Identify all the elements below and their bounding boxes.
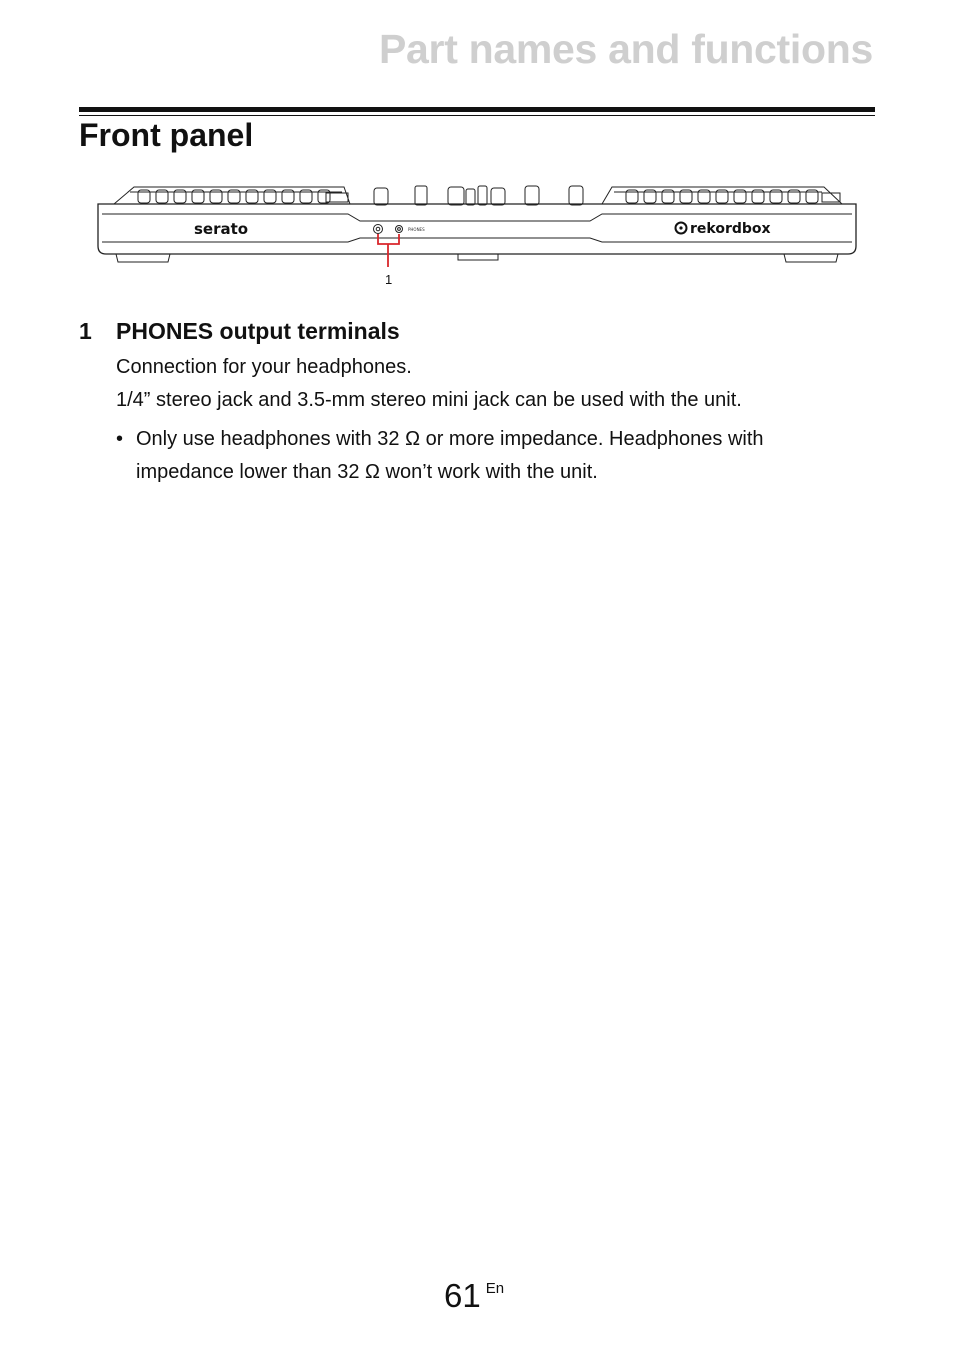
front-panel-drawing bbox=[94, 180, 860, 290]
item-number: 1 bbox=[79, 318, 92, 344]
header-rule-thick bbox=[79, 107, 875, 112]
page-number: 61 bbox=[444, 1277, 481, 1314]
item-description-line: 1/4” stereo jack and 3.5-mm stereo mini jack can be used with the unit. bbox=[116, 389, 742, 411]
serato-logo: serato bbox=[194, 220, 249, 238]
bullet-item bbox=[116, 423, 856, 489]
page-footer bbox=[444, 1277, 504, 1315]
mixer-knobs bbox=[374, 186, 583, 205]
rekordbox-logo: rekordbox bbox=[690, 221, 771, 237]
item-description-line: Connection for your headphones. bbox=[116, 356, 412, 378]
callout-marker bbox=[378, 234, 399, 267]
item-heading bbox=[79, 318, 400, 345]
callout-number: 1 bbox=[385, 272, 393, 287]
bullet-text: Only use headphones with 32 Ω or more impedance. Headphones with impedance lower than 32 Ω won’t work with the unit. bbox=[136, 428, 764, 483]
chapter-title: Part names and functions bbox=[378, 26, 873, 72]
front-panel-illustration bbox=[94, 180, 860, 290]
phones-label: PHONES bbox=[408, 227, 425, 232]
section-title: Front panel bbox=[79, 117, 254, 153]
bullet-dot: • bbox=[116, 428, 124, 450]
item-title: PHONES output terminals bbox=[116, 318, 400, 344]
header-rule-thin bbox=[79, 115, 875, 116]
page-language: En bbox=[485, 1280, 505, 1297]
